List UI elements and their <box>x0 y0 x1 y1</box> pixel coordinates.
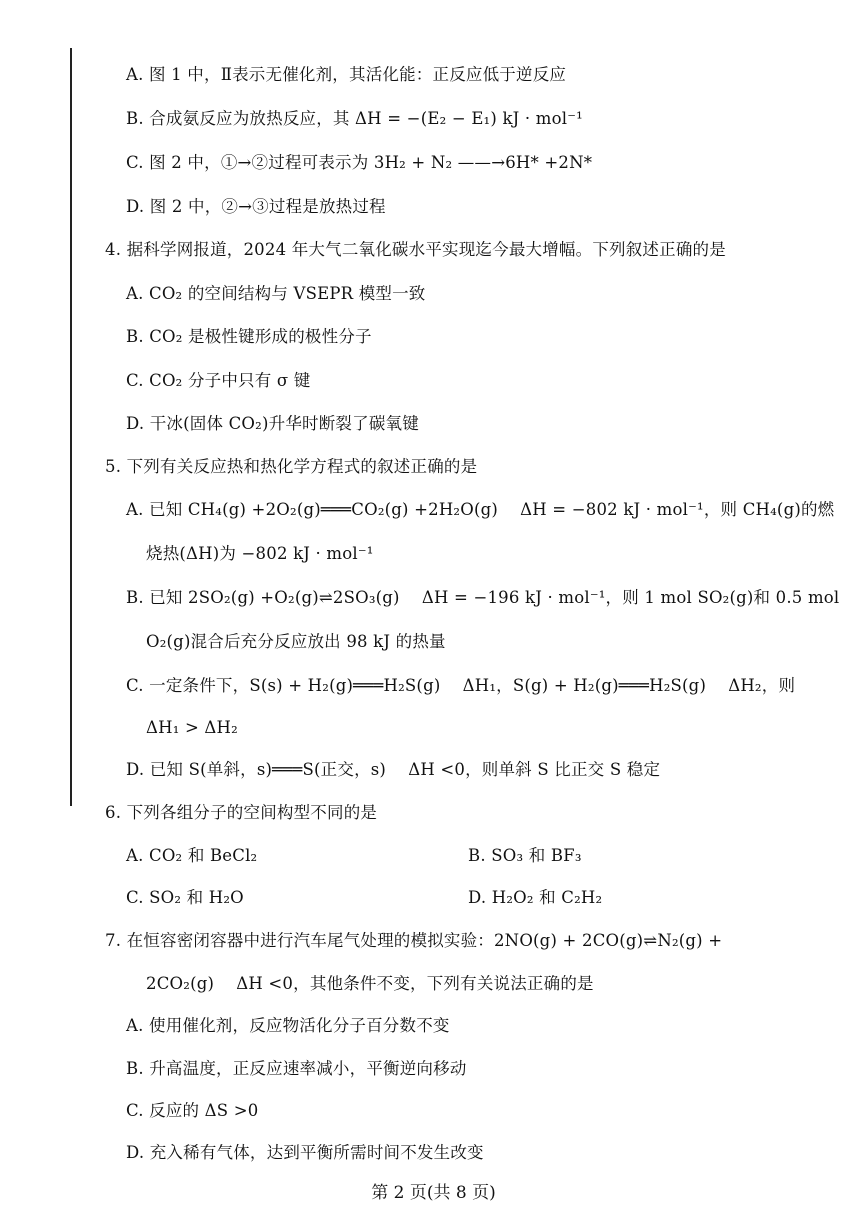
question-4-stem: 4. 据科学网报道，2024 年大气二氧化碳水平实现迄今最大增幅。下列叙述正确的是 <box>105 240 726 259</box>
q6-option-b: B. SO₃ 和 BF₃ <box>468 846 582 865</box>
q6-option-a: A. CO₂ 和 BeCl₂ <box>126 846 258 865</box>
question-5-stem: 5. 下列有关反应热和热化学方程式的叙述正确的是 <box>105 457 478 476</box>
q3-option-d: D. 图 2 中，②→③过程是放热过程 <box>126 197 386 216</box>
q7-option-b: B. 升高温度，正反应速率减小，平衡逆向移动 <box>126 1059 467 1078</box>
q4-option-d: D. 干冰(固体 CO₂)升华时断裂了碳氧键 <box>126 414 419 433</box>
q7-option-c: C. 反应的 ΔS >0 <box>126 1101 259 1120</box>
q5-option-c: C. 一定条件下，S(s) + H₂(g)═══H₂S(g) ΔH₁，S(g) + H₂(g)═══H₂S(g) ΔH₂，则 <box>126 676 796 695</box>
question-6-stem: 6. 下列各组分子的空间构型不同的是 <box>105 803 378 822</box>
page-number-footer: 第 2 页(共 8 页) <box>371 1183 496 1203</box>
question-7-stem: 7. 在恒容密闭容器中进行汽车尾气处理的模拟实验：2NO(g) + 2CO(g)⇌N₂(g) + <box>105 931 723 950</box>
q7-option-a: A. 使用催化剂，反应物活化分子百分数不变 <box>126 1016 450 1035</box>
q5-option-d: D. 已知 S(单斜，s)═══S(正交，s) ΔH <0，则单斜 S 比正交 S 稳定 <box>126 760 661 779</box>
q5-option-b-continued: O₂(g)混合后充分反应放出 98 kJ 的热量 <box>146 632 446 651</box>
q6-option-d: D. H₂O₂ 和 C₂H₂ <box>468 888 603 907</box>
q5-option-c-continued: ΔH₁ > ΔH₂ <box>146 718 238 737</box>
q4-option-c: C. CO₂ 分子中只有 σ 键 <box>126 371 311 390</box>
q3-option-b: B. 合成氨反应为放热反应，其 ΔH = −(E₂ − E₁) kJ · mol⁻¹ <box>126 109 583 128</box>
margin-binding-line <box>70 48 72 806</box>
q3-option-c: C. 图 2 中，①→②过程可表示为 3H₂ + N₂ ——→6H* +2N* <box>126 153 593 172</box>
q7-option-d: D. 充入稀有气体，达到平衡所需时间不发生改变 <box>126 1143 484 1162</box>
q5-option-a-continued: 烧热(ΔH)为 −802 kJ · mol⁻¹ <box>146 544 374 563</box>
q3-option-a: A. 图 1 中，Ⅱ表示无催化剂，其活化能：正反应低于逆反应 <box>126 65 567 84</box>
q5-option-a: A. 已知 CH₄(g) +2O₂(g)═══CO₂(g) +2H₂O(g) ΔH = −802 kJ · mol⁻¹，则 CH₄(g)的燃 <box>126 500 835 519</box>
q6-option-c: C. SO₂ 和 H₂O <box>126 888 244 907</box>
q4-option-b: B. CO₂ 是极性键形成的极性分子 <box>126 327 372 346</box>
q4-option-a: A. CO₂ 的空间结构与 VSEPR 模型一致 <box>126 284 426 303</box>
question-7-stem-continued: 2CO₂(g) ΔH <0，其他条件不变，下列有关说法正确的是 <box>146 974 594 993</box>
q5-option-b: B. 已知 2SO₂(g) +O₂(g)⇌2SO₃(g) ΔH = −196 kJ · mol⁻¹，则 1 mol SO₂(g)和 0.5 mol <box>126 588 840 607</box>
